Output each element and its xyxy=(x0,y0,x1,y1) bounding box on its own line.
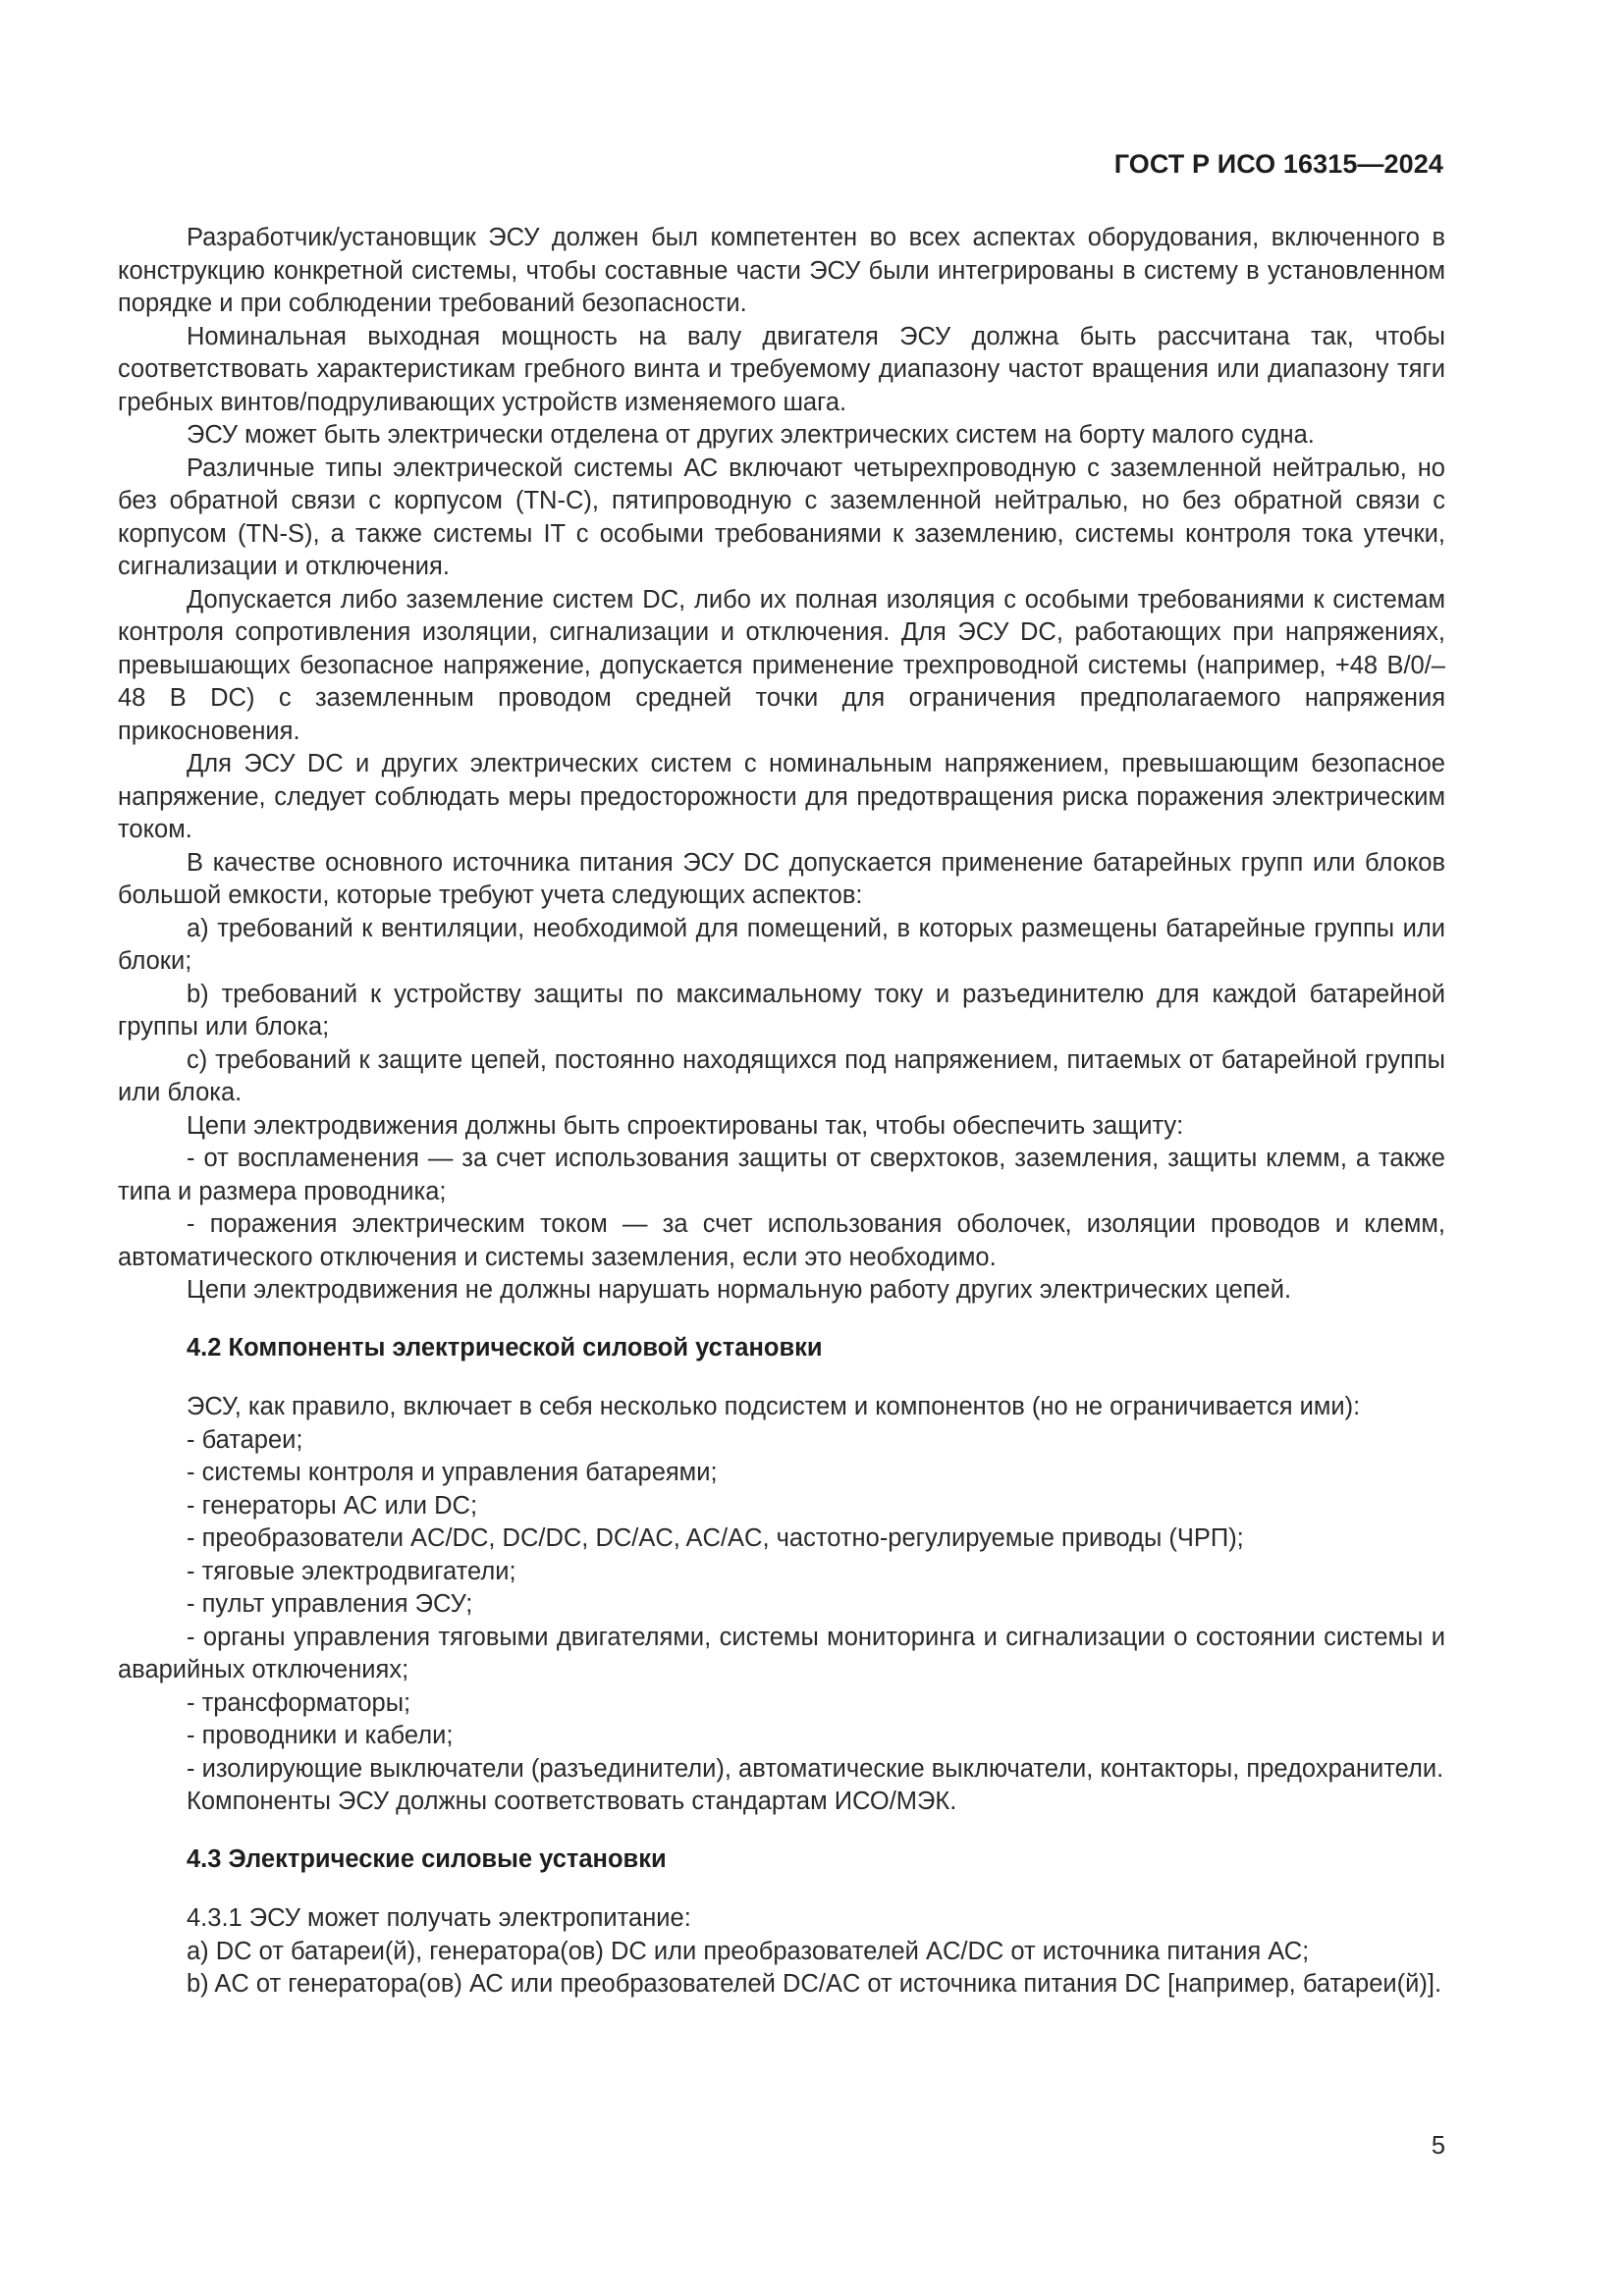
body-paragraph: Допускается либо заземление систем DC, либо их полная изоляция с особыми требованиями к системам контроля сопротивления изоляции, сигнализации и отключения. Для ЭСУ DC, работающих при напряжениях, превышающих безопасное напряжение, допускается применение трехпроводной системы (например, +48 В/0/–48 В DC) с заземленным проводом средней точки для ограничения предполагаемого напряжения прикосновения. xyxy=(118,585,1445,745)
body-paragraph: Для ЭСУ DC и других электрических систем с номинальным напряжением, превышающим безопасное напряжение, следует соблюдать меры предосторожности для предотвращения риска поражения электрическим током. xyxy=(118,750,1445,843)
section-heading-4-3: 4.3 Электрические силовые установки xyxy=(187,1844,667,1873)
list-item: b) AC от генератора(ов) АС или преобразователей DC/AC от источника питания DC [например, батареи(й)]. xyxy=(187,1970,1442,1998)
list-item: - генераторы АС или DC; xyxy=(187,1491,478,1520)
document-header: ГОСТ Р ИСО 16315—2024 xyxy=(1113,149,1443,179)
list-item: - поражения электрическим током — за счет использования оболочек, изоляции проводов и клемм, автоматического отключения и системы заземления, если это необходимо. xyxy=(118,1210,1445,1271)
list-item: c) требований к защите цепей, постоянно находящихся под напряжением, питаемых от батарейной группы или блока. xyxy=(118,1045,1445,1106)
body-paragraph: ЭСУ, как правило, включает в себя несколько подсистем и компонентов (но не ограничивается ими): xyxy=(187,1393,1361,1420)
body-paragraph: Цепи электродвижения не должны нарушать нормальную работу других электрических цепей. xyxy=(187,1276,1292,1304)
list-item: - пульт управления ЭСУ; xyxy=(187,1590,473,1618)
document-body xyxy=(118,222,1445,2002)
list-item: - трансформаторы; xyxy=(187,1688,411,1717)
body-paragraph: В качестве основного источника питания ЭСУ DC допускается применение батарейных групп или блоков большой емкости, которые требуют учета следующих аспектов: xyxy=(118,848,1445,909)
body-paragraph: Номинальная выходная мощность на валу двигателя ЭСУ должна быть рассчитана так, чтобы соответствовать характеристикам гребного винта и требуемому диапазону частот вращения или диапазону тяги гребных винтов/подруливающих устройств изменяемого шага. xyxy=(118,322,1445,416)
list-item: - проводники и кабели; xyxy=(187,1722,454,1749)
list-item: - системы контроля и управления батареями; xyxy=(187,1459,718,1486)
body-paragraph: Различные типы электрической системы АС включают четырехпроводную с заземленной нейтралью, но без обратной связи с корпусом (TN-C), пятипроводную с заземленной нейтралью, но без обратной связи с корпусом (TN-S), а также системы IT с особыми требованиями к заземлению, системы контроля тока утечки, сигнализации и отключения. xyxy=(118,454,1445,580)
body-paragraph: Цепи электродвижения должны быть спроектированы так, чтобы обеспечить защиту: xyxy=(187,1111,1184,1140)
body-paragraph: ЭСУ может быть электрически отделена от других электрических систем на борту малого судна. xyxy=(187,421,1315,449)
body-paragraph: Разработчик/установщик ЭСУ должен был компетентен во всех аспектах оборудования, включенного в конструкцию конкретной системы, чтобы составные части ЭСУ были интегрированы в систему в установленном порядке и при соблюдении требований безопасности. xyxy=(118,224,1445,317)
section-heading-4-2: 4.2 Компоненты электрической силовой установки xyxy=(187,1333,823,1362)
list-item: a) требований к вентиляции, необходимой для помещений, в которых размещены батарейные группы или блоки; xyxy=(118,914,1445,975)
list-item: - от воспламенения — за счет использования защиты от сверхтоков, заземления, защиты клемм, а также типа и размера проводника; xyxy=(118,1145,1445,1205)
body-paragraph: Компоненты ЭСУ должны соответствовать стандартам ИСО/МЭК. xyxy=(187,1788,957,1815)
list-item: a) DC от батареи(й), генератора(ов) DC или преобразователей AC/DC от источника питания АС; xyxy=(187,1937,1310,1965)
list-item: - тяговые электродвигатели; xyxy=(187,1557,516,1585)
list-item: b) требований к устройству защиты по максимальному току и разъединителю для каждой батарейной группы или блока; xyxy=(118,980,1445,1041)
list-item: - батареи; xyxy=(187,1425,303,1454)
list-item: - органы управления тяговыми двигателями, системы мониторинга и сигнализации о состоянии системы и аварийных отключениях; xyxy=(118,1623,1445,1683)
list-item: - изолирующие выключатели (разъединители), автоматические выключатели, контакторы, предохранители. xyxy=(187,1754,1444,1783)
body-paragraph: 4.3.1 ЭСУ может получать электропитание: xyxy=(187,1904,691,1932)
page-number: 5 xyxy=(1431,2132,1445,2160)
list-item: - преобразователи AC/DC, DC/DC, DC/AC, AC/AC, частотно-регулируемые приводы (ЧРП); xyxy=(187,1524,1244,1552)
